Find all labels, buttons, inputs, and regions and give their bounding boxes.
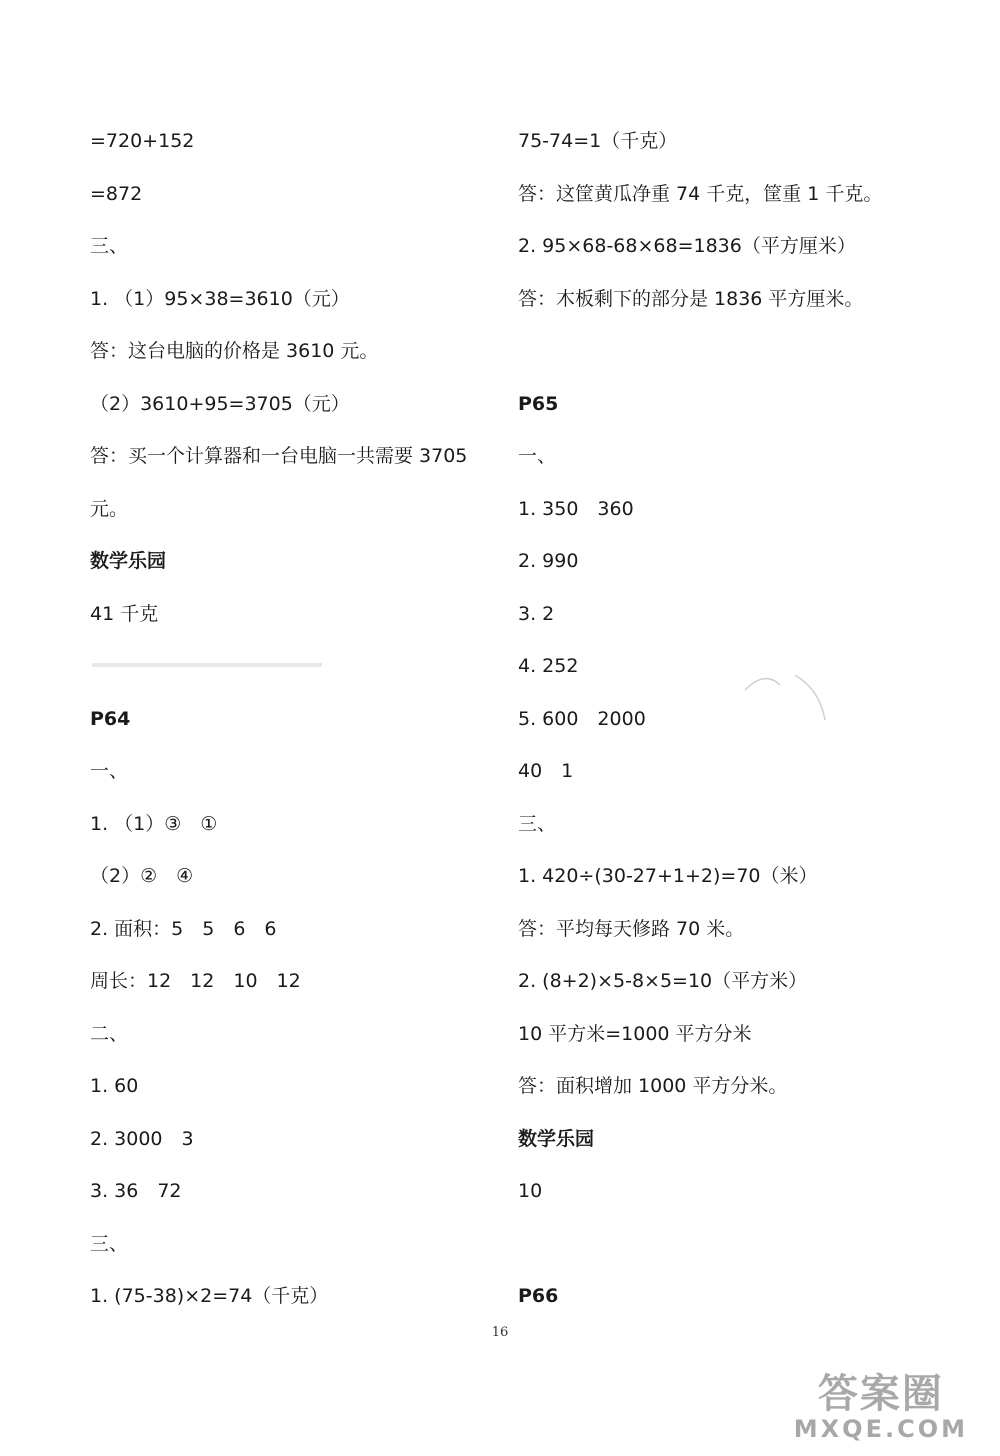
answer-line: 1. 60 — [90, 1075, 139, 1097]
answer-line — [518, 1221, 958, 1274]
answer-line: 一、 — [518, 445, 557, 467]
answer-line: 5. 600 2000 — [518, 707, 646, 730]
answer-line: 75-74=1（千克） — [518, 130, 678, 152]
answer-line: 10 — [518, 1180, 543, 1202]
answer-line: 10 平方米=1000 平方分米 — [518, 1022, 752, 1045]
answer-line: 3. 36 72 — [90, 1180, 182, 1202]
answer-line: 答：这筐黄瓜净重 74 千克，筐重 1 千克。 — [518, 182, 883, 205]
left-column — [90, 118, 500, 1326]
answer-line: 答：这台电脑的价格是 3610 元。 — [90, 340, 379, 362]
answer-line: 三、 — [90, 235, 129, 257]
answer-line: 2. 95×68-68×68=1836（平方厘米） — [518, 235, 856, 257]
answer-line — [90, 643, 500, 696]
answer-line — [518, 328, 958, 381]
answer-line: 周长：12 12 10 12 — [90, 970, 301, 992]
answer-line: 1. 420÷(30-27+1+2)=70（米） — [518, 865, 818, 887]
answer-line: 三、 — [518, 812, 557, 835]
answer-line: 1. 350 360 — [518, 497, 634, 520]
answer-line: =872 — [90, 182, 143, 205]
answer-line: 元。 — [90, 497, 129, 520]
section-heading: 数学乐园 — [518, 1127, 595, 1150]
section-heading: 数学乐园 — [90, 550, 167, 572]
answer-line: 40 1 — [518, 760, 574, 782]
page-number: 16 — [491, 1325, 509, 1340]
section-heading: P64 — [90, 707, 131, 730]
answer-line: 答：平均每天修路 70 米。 — [518, 917, 745, 940]
answer-line: 2. (8+2)×5-8×5=10（平方米） — [518, 970, 808, 992]
answer-line: 一、 — [90, 760, 129, 782]
answer-line: 1. （1）95×38=3610（元） — [90, 287, 350, 310]
answer-line: （2）3610+95=3705（元） — [90, 392, 350, 415]
answer-line: =720+152 — [90, 130, 195, 152]
answer-line: 4. 252 — [518, 655, 579, 677]
right-column — [518, 118, 958, 1326]
answer-line: 三、 — [90, 1232, 129, 1255]
answer-line: 二、 — [90, 1022, 129, 1045]
answer-line: 2. 3000 3 — [90, 1127, 194, 1150]
answer-line: 1. (75-38)×2=74（千克） — [90, 1285, 329, 1307]
section-heading: P65 — [518, 392, 559, 415]
answer-line: 41 千克 — [90, 602, 159, 625]
answer-line: 2. 面积：5 5 6 6 — [90, 917, 277, 940]
section-heading: P66 — [518, 1285, 559, 1307]
watermark-title: 答案圈 — [817, 1371, 944, 1417]
watermark-logo — [794, 1372, 968, 1442]
answer-line: （2）② ④ — [90, 865, 194, 887]
answer-line: 3. 2 — [518, 602, 555, 625]
answer-line: 答：木板剩下的部分是 1836 平方厘米。 — [518, 287, 864, 310]
answer-line: 答：面积增加 1000 平方分米。 — [518, 1075, 788, 1097]
watermark-subtitle: MXQE.COM — [793, 1415, 968, 1443]
answer-line: 答：买一个计算器和一台电脑一共需要 3705 — [90, 445, 468, 467]
answer-line: 2. 990 — [518, 550, 579, 572]
answer-line: 1. （1）③ ① — [90, 812, 218, 835]
